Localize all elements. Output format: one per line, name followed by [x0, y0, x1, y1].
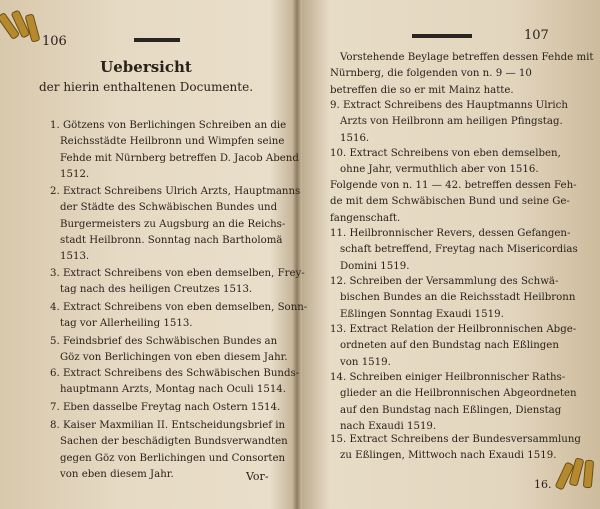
page-subtitle: der hierin enthaltenen Documente.	[38, 80, 254, 94]
list-item: 12. Schreiben der Versammlung des Schwä- bischen Bundes an die Reichsstadt Heilbronn Eßlingen Sonntag Exaudi 1519.	[330, 276, 576, 320]
list-item: 11. Heilbronnischer Revers, dessen Gefangen- schaft betreffend, Freytag nach Misericordias Domini 1519.	[330, 228, 578, 272]
list-item: 9. Extract Schreibens des Hauptmanns Ulrich Arzts von Heilbronn am heiligen Pfingstag. 1516.	[330, 100, 568, 144]
list-item: 8. Kaiser Maxmilian II. Entscheidungsbrief in Sachen der beschädigten Bundsverwandten gegen Göz von Berlichingen und Consorten von eben diesem Jahr.	[50, 420, 288, 480]
list-item: 4. Extract Schreibens von eben demselben, Sonn- tag vor Allerheiling 1513.	[50, 302, 308, 330]
page-number: 106	[42, 34, 67, 49]
catchword: Vor-	[246, 470, 269, 483]
list-item: 3. Extract Schreibens von eben demselben, Frey- tag nach des heiligen Creutzes 1513.	[50, 268, 305, 296]
list-item: Folgende von n. 11 — 42. betreffen dessen Feh- de mit dem Schwäbischen Bund und seine Ge- fangenschaft.	[330, 180, 577, 224]
header-rule	[412, 34, 472, 38]
list-item: 7. Eben dasselbe Freytag nach Ostern 1514.	[50, 402, 281, 413]
list-item: 6. Extract Schreibens des Schwäbischen Bunds- hauptmann Arzts, Montag nach Oculi 1514.	[50, 368, 300, 396]
list-item: 1. Götzens von Berlichingen Schreiben an die Reichsstädte Heilbronn und Wimpfen seine Fehde mit Nürnberg betreffen D. Jacob Abend 1512.	[50, 120, 299, 180]
list-item: 14. Schreiben einiger Heilbronnischer Raths- glieder an die Heilbronnischen Abgeordneten auf den Bundstag nach Eßlingen, Dienstag nach Exaudi 1519.	[330, 372, 577, 432]
list-item: 15. Extract Schreibens der Bundesversammlung zu Eßlingen, Mittwoch nach Exaudi 1519.	[330, 434, 581, 462]
signature-mark: 16.	[534, 478, 552, 491]
list-item: 13. Extract Relation der Heilbronnischen Abge- ordneten auf den Bundstag nach Eßlingen von 1519.	[330, 324, 577, 368]
right-page	[302, 0, 600, 509]
header-rule	[134, 38, 180, 42]
list-item: Vorstehende Beylage betreffen dessen Fehde mit Nürnberg, die folgenden von n. 9 — 10 betreffen die so er mit Mainz hatte.	[330, 52, 594, 96]
page-clip-top-left	[0, 10, 40, 44]
list-item: 2. Extract Schreibens Ulrich Arzts, Hauptmanns der Städte des Schwäbischen Bundes und Burgermeisters zu Augsburg an die Reichs- stadt Heilbronn. Sonntag nach Bartholomä 1513.	[50, 186, 301, 263]
page-clip-bottom-right	[556, 458, 596, 492]
list-item: 10. Extract Schreibens von eben demselben, ohne Jahr, vermuthlich aber von 1516.	[330, 148, 561, 176]
page-number: 107	[524, 28, 549, 43]
list-item: 5. Feindsbrief des Schwäbischen Bundes an Göz von Berlichingen von eben diesem Jahr.	[50, 336, 288, 364]
page-title: Uebersicht	[100, 58, 192, 76]
